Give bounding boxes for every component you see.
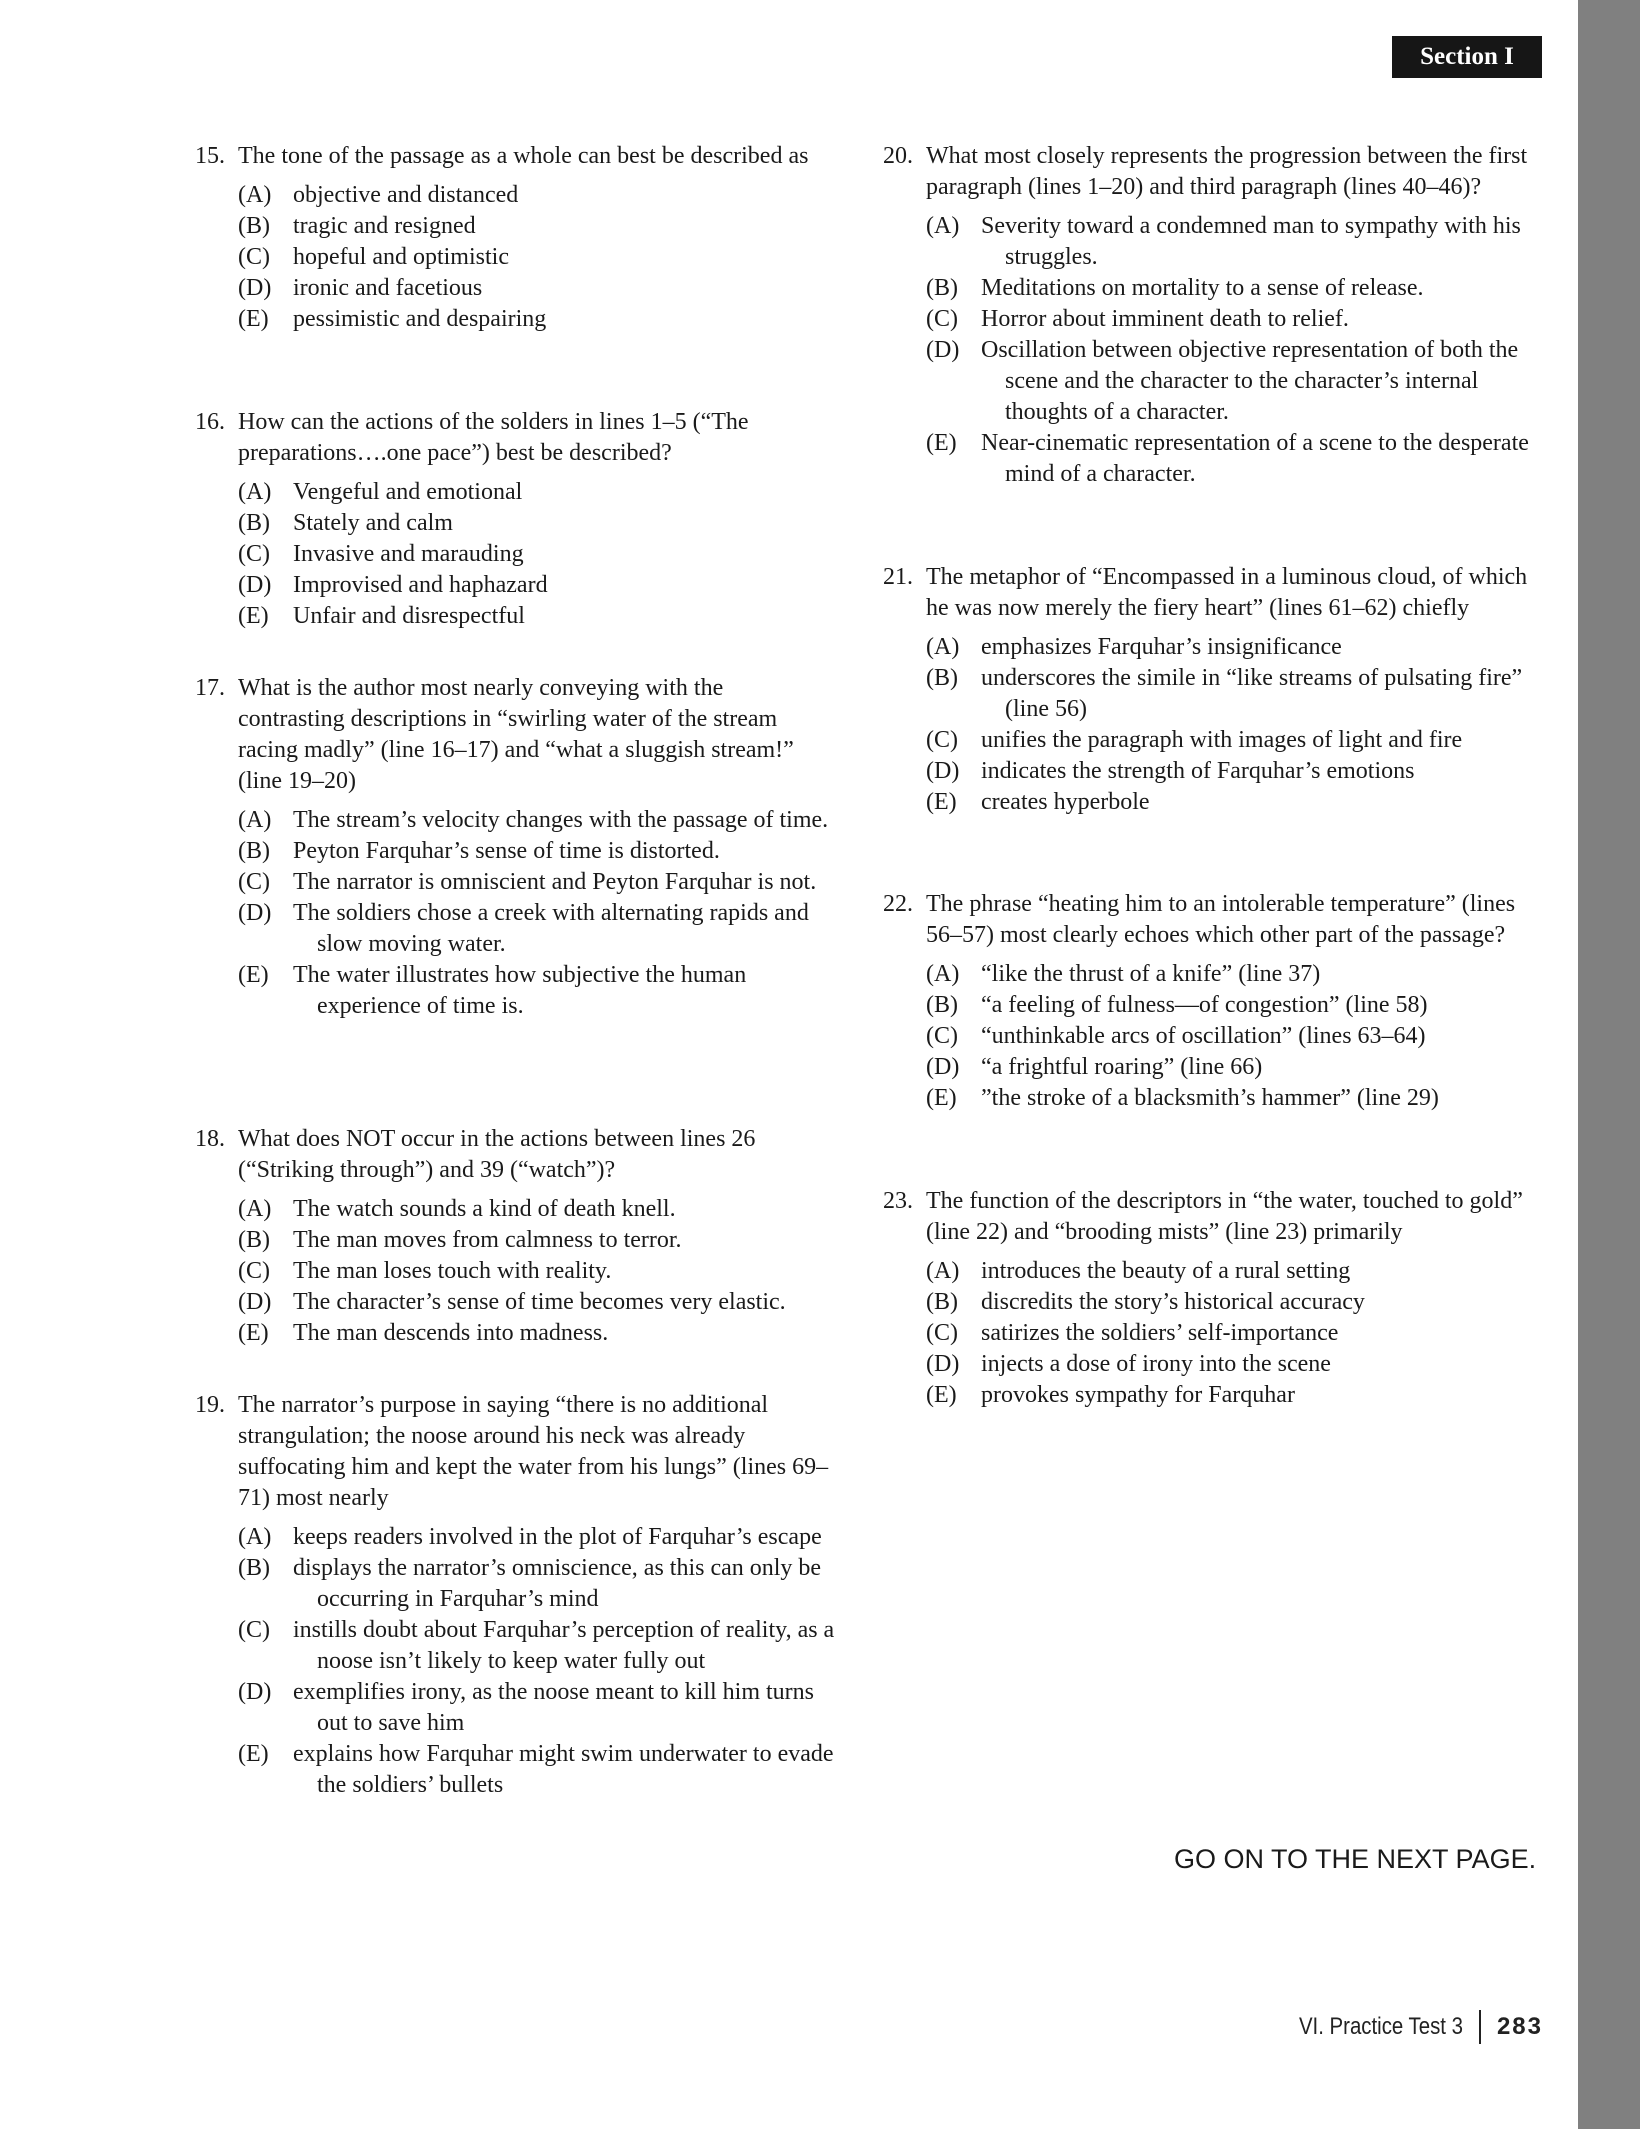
answer-options: [195, 1194, 835, 1349]
answer-option[interactable]: [238, 601, 835, 632]
answer-option[interactable]: [238, 1225, 835, 1256]
question-stem: [883, 141, 1538, 203]
question-18: [195, 1124, 835, 1349]
question-22: [883, 889, 1538, 1114]
answer-option[interactable]: [238, 1739, 835, 1801]
answer-option[interactable]: [238, 304, 835, 335]
answer-option[interactable]: [926, 273, 1538, 304]
option-letter: (A): [238, 807, 272, 833]
option-letter: (E): [926, 1085, 957, 1111]
answer-options: [195, 180, 835, 335]
answer-option[interactable]: [926, 959, 1538, 990]
option-text: The man loses touch with reality.: [293, 1258, 612, 1284]
answer-options: [195, 477, 835, 632]
question-text: What is the author most nearly conveying with the contrasting descriptions in “swirling water of the stream racing madly” (line 16–17) and “what a sluggish stream!” (line 19–20): [238, 675, 794, 794]
go-on-notice: GO ON TO THE NEXT PAGE.: [1174, 1844, 1537, 1874]
answer-option[interactable]: [926, 428, 1538, 490]
option-text: The man moves from calmness to terror.: [293, 1227, 682, 1253]
option-text: instills doubt about Farquhar’s perception of reality, as a noose isn’t likely to keep water fully out: [293, 1617, 835, 1674]
option-text: provokes sympathy for Farquhar: [981, 1382, 1295, 1408]
question-number: 22.: [883, 891, 913, 917]
answer-option[interactable]: [926, 1287, 1538, 1318]
option-letter: (D): [926, 1351, 960, 1377]
option-text: Oscillation between objective representation of both the scene and the character to the character’s internal thoughts of a character.: [981, 337, 1519, 425]
answer-options: [883, 211, 1538, 490]
option-text: “like the thrust of a knife” (line 37): [981, 961, 1321, 987]
option-letter: (E): [926, 789, 957, 815]
option-text: Stately and calm: [293, 510, 453, 536]
question-text: The tone of the passage as a whole can best be described as: [238, 143, 809, 169]
option-text: ”the stroke of a blacksmith’s hammer” (line 29): [981, 1085, 1439, 1111]
question-stem: [195, 1124, 835, 1186]
option-letter: (E): [238, 1741, 269, 1767]
option-text: hopeful and optimistic: [293, 244, 509, 270]
answer-option[interactable]: [238, 273, 835, 304]
answer-option[interactable]: [238, 211, 835, 242]
answer-option[interactable]: [926, 756, 1538, 787]
option-text: creates hyperbole: [981, 789, 1150, 815]
option-text: satirizes the soldiers’ self-importance: [981, 1320, 1339, 1346]
question-17: [195, 673, 835, 1022]
option-letter: (B): [238, 510, 270, 536]
answer-option[interactable]: [926, 1052, 1538, 1083]
answer-option[interactable]: [926, 211, 1538, 273]
answer-option[interactable]: [238, 836, 835, 867]
answer-option[interactable]: [238, 570, 835, 601]
question-text: The function of the descriptors in “the water, touched to gold” (line 22) and “brooding mists” (line 23) primarily: [926, 1188, 1523, 1245]
answer-option[interactable]: [926, 1256, 1538, 1287]
option-letter: (D): [238, 1679, 272, 1705]
answer-option[interactable]: [926, 1349, 1538, 1380]
option-letter: (D): [238, 275, 272, 301]
answer-options: [195, 805, 835, 1022]
question-number: 16.: [195, 409, 225, 435]
answer-option[interactable]: [238, 1522, 835, 1553]
option-text: tragic and resigned: [293, 213, 476, 239]
page-edge-tab: [1578, 0, 1640, 2129]
question-text: The metaphor of “Encompassed in a luminous cloud, of which he was now merely the fiery heart” (lines 61–62) chiefly: [926, 564, 1528, 621]
option-letter: (C): [238, 1258, 270, 1284]
answer-option[interactable]: [926, 335, 1538, 428]
answer-option[interactable]: [238, 960, 835, 1022]
question-text: What most closely represents the progression between the first paragraph (lines 1–20) and third paragraph (lines 40–46)?: [926, 143, 1528, 200]
option-letter: (A): [238, 182, 272, 208]
option-text: Severity toward a condemned man to sympathy with his struggles.: [981, 213, 1521, 270]
question-text: How can the actions of the solders in lines 1–5 (“The preparations….one pace”) best be described?: [238, 409, 749, 466]
option-letter: (C): [238, 1617, 270, 1643]
answer-options: [195, 1522, 835, 1801]
answer-option[interactable]: [238, 805, 835, 836]
option-text: Invasive and marauding: [293, 541, 524, 567]
answer-option[interactable]: [238, 477, 835, 508]
option-text: indicates the strength of Farquhar’s emotions: [981, 758, 1415, 784]
answer-option[interactable]: [926, 725, 1538, 756]
answer-option[interactable]: [238, 898, 835, 960]
option-letter: (D): [238, 572, 272, 598]
option-text: pessimistic and despairing: [293, 306, 547, 332]
answer-option[interactable]: [238, 539, 835, 570]
option-letter: (E): [238, 603, 269, 629]
question-15: [195, 141, 835, 335]
question-number: 15.: [195, 143, 225, 169]
answer-option[interactable]: [238, 180, 835, 211]
option-text: objective and distanced: [293, 182, 519, 208]
question-text: The phrase “heating him to an intolerable temperature” (lines 56–57) most clearly echoes which other part of the passage?: [926, 891, 1516, 948]
option-letter: (B): [926, 665, 958, 691]
question-stem: [195, 673, 835, 797]
answer-option[interactable]: [238, 1256, 835, 1287]
option-letter: (B): [238, 213, 270, 239]
question-21: [883, 562, 1538, 818]
option-letter: (C): [926, 1023, 958, 1049]
option-text: ironic and facetious: [293, 275, 483, 301]
answer-option[interactable]: [238, 1615, 835, 1677]
answer-option[interactable]: [238, 508, 835, 539]
option-letter: (E): [238, 1320, 269, 1346]
option-letter: (B): [238, 1555, 270, 1581]
option-text: Horror about imminent death to relief.: [981, 306, 1349, 332]
option-letter: (D): [238, 900, 272, 926]
option-letter: (C): [926, 727, 958, 753]
option-letter: (B): [926, 992, 958, 1018]
option-text: Vengeful and emotional: [293, 479, 523, 505]
option-text: “a frightful roaring” (line 66): [981, 1054, 1263, 1080]
page-number: 283: [1496, 2013, 1543, 2040]
answer-options: [883, 959, 1538, 1114]
option-text: introduces the beauty of a rural setting: [981, 1258, 1351, 1284]
option-letter: (C): [926, 1320, 958, 1346]
option-text: exemplifies irony, as the noose meant to kill him turns out to save him: [293, 1679, 815, 1736]
answer-option[interactable]: [926, 1380, 1538, 1411]
option-text: keeps readers involved in the plot of Farquhar’s escape: [293, 1524, 822, 1550]
option-letter: (E): [238, 306, 269, 332]
question-text: What does NOT occur in the actions between lines 26 (“Striking through”) and 39 (“watch”)?: [238, 1126, 756, 1183]
page-footer: [1270, 2010, 1543, 2044]
option-text: The water illustrates how subjective the human experience of time is.: [293, 962, 747, 1019]
answer-option[interactable]: [926, 1083, 1538, 1114]
option-text: “unthinkable arcs of oscillation” (lines 63–64): [981, 1023, 1426, 1049]
option-letter: (D): [926, 337, 960, 363]
option-text: Unfair and disrespectful: [293, 603, 525, 629]
option-text: displays the narrator’s omniscience, as this can only be occurring in Farquhar’s mind: [293, 1555, 822, 1612]
option-letter: (D): [238, 1289, 272, 1315]
answer-option[interactable]: [926, 787, 1538, 818]
question-19: [195, 1390, 835, 1801]
option-text: Improvised and haphazard: [293, 572, 548, 598]
option-letter: (D): [926, 758, 960, 784]
option-letter: (D): [926, 1054, 960, 1080]
option-text: Meditations on mortality to a sense of release.: [981, 275, 1424, 301]
option-text: The watch sounds a kind of death knell.: [293, 1196, 676, 1222]
answer-option[interactable]: [238, 1553, 835, 1615]
option-letter: (B): [238, 1227, 270, 1253]
answer-option[interactable]: [238, 1677, 835, 1739]
footer-divider: [1479, 2010, 1481, 2044]
option-text: The narrator is omniscient and Peyton Farquhar is not.: [293, 869, 817, 895]
option-letter: (C): [238, 869, 270, 895]
option-text: The soldiers chose a creek with alternating rapids and slow moving water.: [293, 900, 809, 957]
option-letter: (E): [926, 1382, 957, 1408]
question-number: 18.: [195, 1126, 225, 1152]
question-23: [883, 1186, 1538, 1411]
option-text: The man descends into madness.: [293, 1320, 609, 1346]
answer-options: [883, 632, 1538, 818]
question-number: 21.: [883, 564, 913, 590]
answer-option[interactable]: [926, 304, 1538, 335]
option-text: The character’s sense of time becomes very elastic.: [293, 1289, 786, 1315]
option-letter: (A): [238, 479, 272, 505]
option-text: underscores the simile in “like streams of pulsating fire” (line 56): [981, 665, 1523, 722]
question-number: 23.: [883, 1188, 913, 1214]
answer-option[interactable]: [926, 990, 1538, 1021]
option-text: discredits the story’s historical accuracy: [981, 1289, 1365, 1315]
option-letter: (B): [238, 838, 270, 864]
option-letter: (A): [926, 634, 960, 660]
question-stem: [883, 562, 1538, 624]
option-text: “a feeling of fulness—of congestion” (line 58): [981, 992, 1428, 1018]
option-letter: (C): [926, 306, 958, 332]
question-number: 19.: [195, 1392, 225, 1418]
question-number: 17.: [195, 675, 225, 701]
option-letter: (B): [926, 1289, 958, 1315]
option-text: unifies the paragraph with images of light and fire: [981, 727, 1463, 753]
option-text: injects a dose of irony into the scene: [981, 1351, 1331, 1377]
question-stem: [883, 1186, 1538, 1248]
answer-option[interactable]: [238, 1194, 835, 1225]
option-letter: (C): [238, 541, 270, 567]
question-stem: [195, 141, 835, 172]
option-text: Near-cinematic representation of a scene to the desperate mind of a character.: [981, 430, 1529, 487]
answer-option[interactable]: [238, 867, 835, 898]
question-stem: [883, 889, 1538, 951]
answer-option[interactable]: [238, 1318, 835, 1349]
option-letter: (A): [238, 1196, 272, 1222]
answer-options: [883, 1256, 1538, 1411]
answer-option[interactable]: [238, 1287, 835, 1318]
answer-option[interactable]: [926, 1318, 1538, 1349]
question-number: 20.: [883, 143, 913, 169]
option-text: The stream’s velocity changes with the passage of time.: [293, 807, 829, 833]
option-letter: (B): [926, 275, 958, 301]
answer-option[interactable]: [926, 632, 1538, 663]
answer-option[interactable]: [926, 663, 1538, 725]
option-letter: (A): [238, 1524, 272, 1550]
option-letter: (A): [926, 961, 960, 987]
option-letter: (A): [926, 1258, 960, 1284]
question-stem: [195, 407, 835, 469]
option-text: explains how Farquhar might swim underwater to evade the soldiers’ bullets: [293, 1741, 834, 1798]
option-letter: (E): [238, 962, 269, 988]
option-letter: (A): [926, 213, 960, 239]
question-20: [883, 141, 1538, 490]
chapter-label: VI. Practice Test 3: [1298, 2013, 1463, 2040]
answer-option[interactable]: [926, 1021, 1538, 1052]
answer-option[interactable]: [238, 242, 835, 273]
question-stem: [195, 1390, 835, 1514]
question-16: [195, 407, 835, 632]
option-text: emphasizes Farquhar’s insignificance: [981, 634, 1342, 660]
option-text: Peyton Farquhar’s sense of time is distorted.: [293, 838, 720, 864]
question-text: The narrator’s purpose in saying “there is no additional strangulation; the noose around his neck was already suffocating him and kept the water from his lungs” (lines 69–71) most nearly: [238, 1392, 829, 1511]
option-letter: (C): [238, 244, 270, 270]
section-label: Section I: [1392, 36, 1542, 78]
option-letter: (E): [926, 430, 957, 456]
